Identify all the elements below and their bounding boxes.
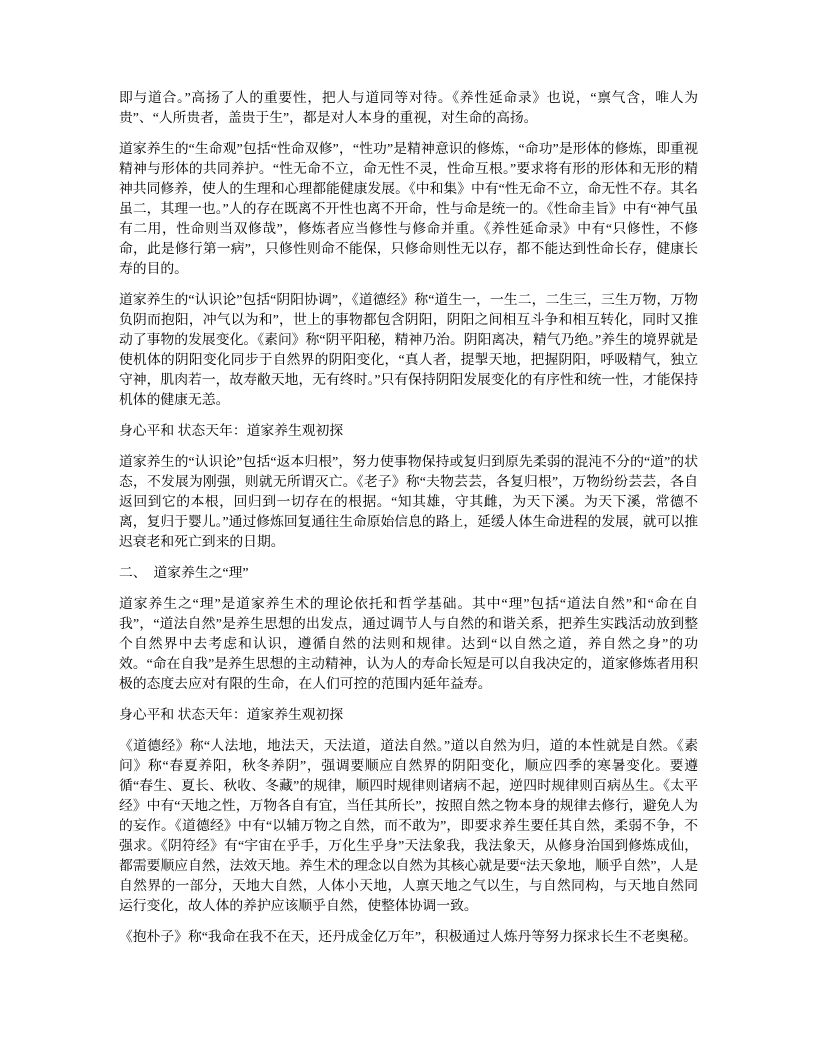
subtitle-line: 身心平和 状态天年：道家养生观初探 <box>119 707 344 722</box>
paragraph: 道家养生的“生命观”包括“性命双修”，“性功”是精神意识的修炼，“命功”是形体的修炼，即重视精神与形体的共同养护。“性无命不立，命无性不灵，性命互根。”要求将有形的形体和无形的精神共同修养，使人的生理和心理都能健康发展。《中和集》中有“性无命不立，命无性不存。其名虽二，其理一也。”人的存在既离不开性也离不开命，性与命是统一的。《性命圭旨》中有“神气虽有二用，性命则当双修哉”，修炼者应当修性与修命并重。《养性延命录》中有“只修性，不修命，此是修行第一病”，只修性则命不能保，只修命则性无以存，都不能达到性命长存，健康长寿的目的。 <box>119 141 698 276</box>
paragraph: 道家养生之“理”是道家养生术的理论依托和哲学基础。其中“理”包括“道法自然”和“命在自我”，“道法自然”是养生思想的出发点，通过调节人与自然的和谐关系，把养生实践活动放到整个自然界中去考虑和认识，遵循自然的法则和规律。达到“以自然之道，养自然之身”的功效。“命在自我”是养生思想的主动精神，认为人的寿命长短是可以自我决定的，道家修炼者用积极的态度去应对有限的生命，在人们可控的范围内延年益寿。 <box>119 596 698 691</box>
document-body <box>119 88 698 947</box>
section-heading: 二、 道家养生之“理” <box>119 565 249 580</box>
paragraph: 道家养生的“认识论”包括“阴阳协调”，《道德经》称“道生一，一生二，二生三，三生万物，万物负阴而抱阳，冲气以为和”，世上的事物都包含阴阳，阴阳之间相互斗争和相互转化，同时又推动了事物的发展变化。《素问》称“阴平阳秘，精神乃治。阴阳离决，精气乃绝。”养生的境界就是使机体的阴阳变化同步于自然界的阴阳变化，“真人者，提掣天地，把握阴阳，呼吸精气，独立守神，肌肉若一，故寿敝天地，无有终时。”只有保持阴阳发展变化的有序性和统一性，才能保持机体的健康无恙。 <box>119 292 698 407</box>
paragraph: 《抱朴子》称“我命在我不在天，还丹成金亿万年”，积极通过人炼丹等努力探求长生不老奥秘。 <box>119 929 697 944</box>
paragraph: 道家养生的“认识论”包括“返本归根”，努力使事物保持或复归到原先柔弱的混沌不分的“道”的状态，不发展为刚强，则就无所谓灭亡。《老子》称“夫物芸芸，各复归根”，万物纷纷芸芸，各自返回到它的本根，回归到一切存在的根据。“知其雄，守其雌，为天下溪。为天下溪，常德不离，复归于婴儿。”通过修炼回复通往生命原始信息的路上，延缓人体生命进程的发展，就可以推迟衰老和死亡到来的日期。 <box>119 454 698 549</box>
subtitle-line: 身心平和 状态天年：道家养生观初探 <box>119 423 344 438</box>
paragraph: 即与道合。”高扬了人的重要性，把人与道同等对待。《养性延命录》也说，“禀气含，唯人为贵”、“人所贵者，盖贵于生”，都是对人本身的重视，对生命的高扬。 <box>119 90 698 125</box>
paragraph: 《道德经》称“人法地，地法天，天法道，道法自然。”道以自然为归，道的本性就是自然。《素问》称“春夏养阳，秋冬养阴”，强调要顺应自然界的阴阳变化，顺应四季的寒暑变化。要遵循“春生、夏长、秋收、冬藏”的规律，顺四时规律则诸病不起，逆四时规律则百病丛生。《太平经》中有“天地之性，万物各自有宜，当任其所长”，按照自然之物本身的规律去修行，避免人为的妄作。《道德经》中有“以辅万物之自然，而不敢为”，即要求养生要任其自然，柔弱不争，不强求。《阴符经》有“宇宙在乎手，万化生乎身”天法象我，我法象天，从修身治国到修炼成仙，都需要顺应自然，法效天地。养生术的理念以自然为其核心就是要“法天象地，顺乎自然”，人是自然界的一部分，天地大自然，人体小天地，人禀天地之气以生，与自然同构，与天地自然同运行变化，故人体的养护应该顺乎自然，使整体协调一致。 <box>119 738 698 913</box>
